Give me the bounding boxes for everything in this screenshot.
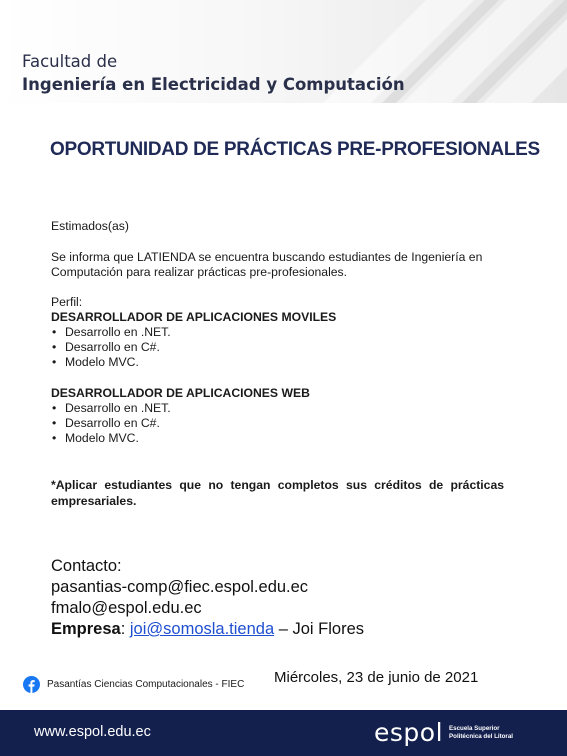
profile-list-web [51,401,171,446]
profile-heading-mobile: DESARROLLADOR DE APLICACIONES MOVILES [51,310,337,324]
list-item: • Desarrollo en .NET. [51,401,171,416]
website-link[interactable]: www.espol.edu.ec [34,724,151,740]
company-label: Empresa [51,620,121,638]
page-title: OPORTUNIDAD DE PRÁCTICAS PRE-PROFESIONALES [50,139,540,160]
company-person: – Joi Flores [274,620,365,638]
contact-email-1[interactable]: pasantias-comp@fiec.espol.edu.ec [51,578,309,596]
header-banner [0,0,567,103]
list-item: • Desarrollo en C#. [51,340,171,355]
contact-label: Contacto: [51,557,122,575]
profile-label: Perfil: [51,295,83,309]
facebook-page-label[interactable]: Pasantías Ciencias Computacionales - FIEC [47,679,245,690]
logo-subtitle-line-2: Politécnica del Litoral [449,733,513,740]
list-item: • Desarrollo en C#. [51,416,171,431]
greeting: Estimados(as) [51,219,129,233]
logo-subtitle-line-1: Escuela Superior [449,725,500,732]
company-separator: : [120,620,130,638]
facebook-icon[interactable] [23,676,40,693]
profile-heading-web: DESARROLLADOR DE APLICACIONES WEB [51,386,310,400]
application-note: *Aplicar estudiantes que no tengan completos sus créditos de prácticas empresariales. [51,478,504,508]
publication-date: Miércoles, 23 de junio de 2021 [274,669,479,686]
contact-email-2[interactable]: fmalo@espol.edu.ec [51,599,202,617]
list-item: • Desarrollo en .NET. [51,325,171,340]
espol-logo [374,720,513,746]
list-item: • Modelo MVC. [51,431,171,446]
company-contact [51,620,364,639]
faculty-line-1: Facultad de [22,52,118,71]
logo-subtitle [449,725,513,741]
company-email-link[interactable]: joi@somosla.tienda [129,620,275,638]
logo-wordmark: espol [374,718,444,747]
intro-paragraph: Se informa que LATIENDA se encuentra buscando estudiantes de Ingeniería en Computación para realizar prácticas pre-profesionales. [51,250,483,279]
footer-bar [0,710,567,756]
faculty-line-2: Ingeniería en Electricidad y Computación [22,75,405,94]
list-item: • Modelo MVC. [51,355,171,370]
profile-list-mobile [51,325,171,370]
facebook-page[interactable] [23,676,244,693]
